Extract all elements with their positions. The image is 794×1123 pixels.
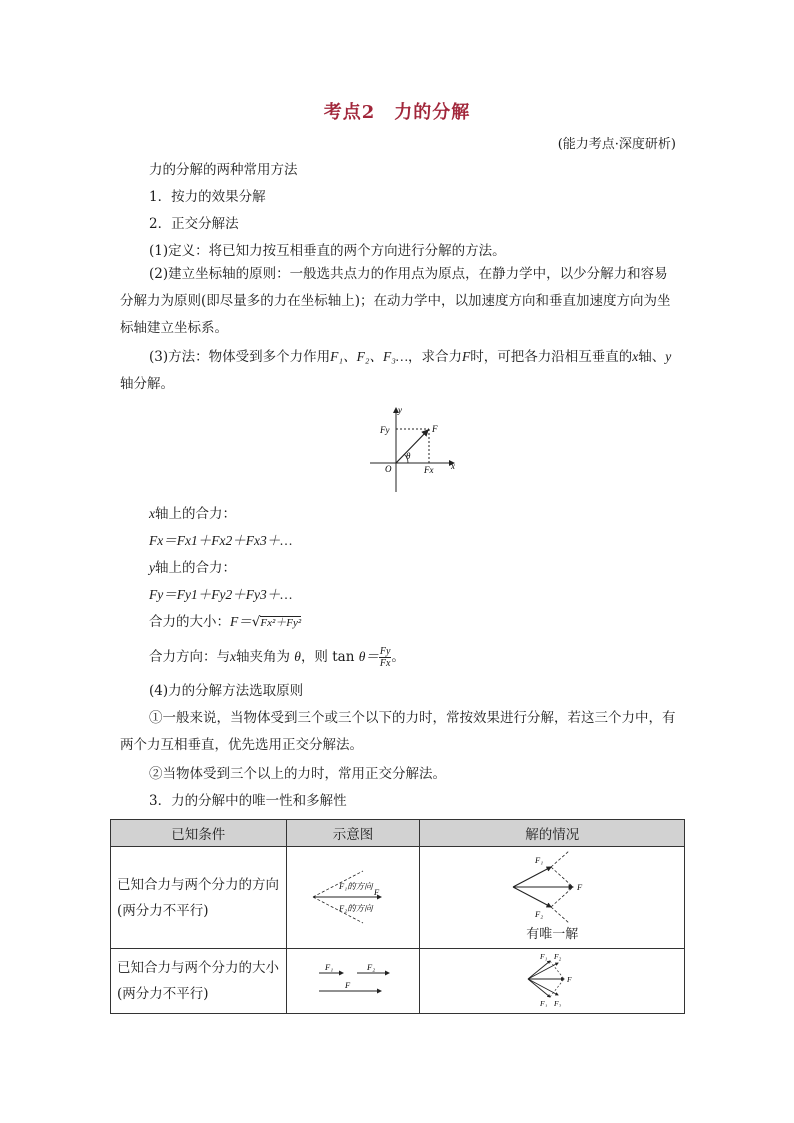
f2-lower-label: F₂	[554, 999, 562, 1007]
intro-text: 力的分解的两种常用方法	[149, 162, 298, 178]
fraction-denominator: Fx	[379, 658, 391, 669]
y-axis-text: 轴上的合力：	[155, 560, 236, 576]
table-header-row	[111, 820, 685, 847]
f2-label: F₂	[535, 909, 544, 919]
y-resultant-label	[149, 558, 236, 578]
method-text-d: 轴、	[638, 349, 666, 365]
unique-solution-diagram	[507, 851, 597, 923]
table-row	[111, 949, 685, 1014]
direction-formula	[149, 640, 405, 674]
magnitude-diagram	[313, 959, 393, 999]
direction-text-b: 轴夹角为	[236, 649, 290, 665]
f-label: F	[345, 980, 351, 990]
f1-label: F₁	[535, 855, 544, 865]
f-label: F	[567, 975, 572, 984]
y-var: y	[149, 560, 155, 575]
f1-upper-label: F₁	[540, 952, 548, 961]
direction-x: x	[230, 649, 236, 664]
page-title: 考点2 力的分解	[323, 102, 471, 123]
direction-theta: θ	[294, 649, 301, 664]
method-2: 2．正交分解法	[149, 216, 239, 232]
principle-paragraph: (2)建立坐标轴的原则：一般选共点力的作用点为原点，在静力学中，以少分解力和容易分解力为原则(即尽量多的力在坐标轴上)；在动力学中，以加速度方向和垂直加速度方向为坐标轴建立坐标系。	[120, 266, 671, 336]
f2-direction-label: F₂的方向	[339, 902, 373, 913]
f1-label: F₁	[325, 962, 334, 972]
definition-text: (1)定义：将已知力按互相垂直的两个方向进行分解的方法。	[149, 243, 506, 259]
magnitude-lhs: F＝	[230, 614, 252, 629]
row1-condition: 已知合力与两个分力的方向(两分力不平行)	[111, 847, 287, 949]
f2-upper-label: F₂	[554, 952, 562, 961]
f1-upper	[528, 961, 550, 979]
direction-text-a: 合力方向：与	[149, 649, 230, 665]
f1-direction-label: F₁的方向	[339, 880, 373, 891]
method-paragraph	[120, 343, 676, 398]
method-text-c: 时，可把各力沿相互垂直的	[470, 349, 633, 365]
fy-equation: Fy＝Fy1＋Fy2＋Fy3＋…	[149, 587, 293, 602]
row2-diagram	[286, 949, 420, 1014]
f-label: F	[374, 886, 380, 897]
x-label: x	[451, 461, 455, 471]
direction-diagram	[303, 861, 403, 931]
x-axis-text: 轴上的合力：	[155, 506, 236, 522]
y-label: y	[398, 405, 402, 415]
magnitude-radicand: Fx²＋Fy²	[260, 617, 302, 629]
theta-label: θ	[406, 451, 411, 461]
row1-solution	[420, 847, 685, 949]
row1-diagram	[286, 847, 420, 949]
decomposition-table	[110, 819, 685, 1014]
direction-theta2: θ＝	[358, 649, 379, 664]
f-label: F	[577, 882, 583, 892]
magnitude-label: 合力的大小：	[149, 614, 230, 630]
sqrt-sign: √	[251, 614, 261, 630]
row2-solution	[420, 949, 685, 1014]
row2-condition: 已知合力与两个分力的大小(两分力不平行)	[111, 949, 287, 1014]
f-label: F	[432, 424, 438, 434]
f2-component	[513, 887, 551, 907]
direction-extension	[551, 851, 569, 867]
header-condition: 已知条件	[111, 820, 287, 847]
direction-extension	[551, 907, 569, 923]
coordinate-diagram	[362, 400, 462, 498]
method-1: 1．按力的效果分解	[149, 189, 266, 205]
parallelogram-edge	[551, 887, 573, 907]
unique-solution-text: 有唯一解	[526, 927, 579, 942]
x-var: x	[149, 506, 155, 521]
f1-lower	[528, 979, 550, 997]
method-f: F	[461, 349, 471, 364]
method-y: y	[665, 349, 672, 364]
method-x: x	[632, 349, 639, 364]
f2-label: F₂	[367, 962, 376, 972]
method-text-b: ，求合力	[407, 349, 462, 365]
direction-text-c: ，则 tan	[300, 649, 355, 665]
principle-4-heading: (4)力的分解方法选取原则	[149, 683, 304, 699]
method-forces: F₁、F₂、F₃…	[330, 349, 408, 364]
method-text-e: 轴分解。	[120, 376, 174, 392]
direction-end: 。	[391, 649, 405, 665]
origin-label: O	[385, 464, 392, 474]
rule-2: ②当物体受到三个以上的力时，常用正交分解法。	[149, 766, 446, 782]
header-solution: 解的情况	[420, 820, 685, 847]
f1-lower-label: F₁	[540, 999, 548, 1007]
header-diagram: 示意图	[286, 820, 420, 847]
magnitude-formula	[149, 612, 301, 633]
fy-label: Fy	[380, 425, 390, 435]
f1-component	[513, 867, 551, 887]
table-row	[111, 847, 685, 949]
two-solution-diagram	[522, 951, 582, 1007]
x-resultant-label	[149, 504, 236, 524]
parallelogram-edge	[551, 867, 573, 887]
fraction-numerator: Fy	[379, 646, 391, 657]
subtitle: (能力考点·深度研析)	[557, 137, 676, 152]
rule-1: ①一般来说，当物体受到三个或三个以下的力时，常按效果进行分解，若这三个力中，有两个力互相垂直，优先选用正交分解法。	[120, 710, 676, 753]
section-3-heading: 3．力的分解中的唯一性和多解性	[149, 793, 347, 809]
method-text-a: (3)方法：物体受到多个力作用	[149, 349, 331, 365]
fx-label: Fx	[424, 465, 434, 475]
force-vector	[396, 430, 428, 463]
direction-fraction	[379, 646, 392, 669]
fx-equation: Fx＝Fx1＋Fx2＋Fx3＋…	[149, 533, 293, 548]
